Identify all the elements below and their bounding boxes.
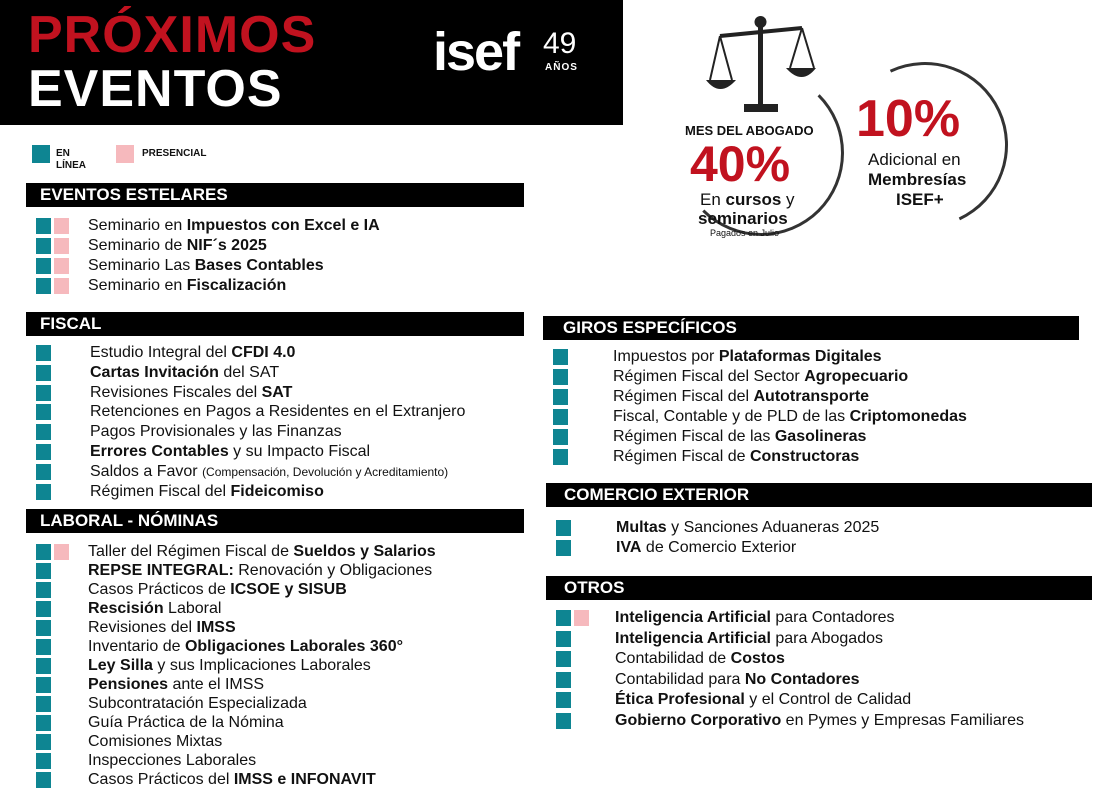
online-marker <box>556 631 571 647</box>
isef-logo <box>433 22 578 82</box>
in-person-marker <box>574 610 589 626</box>
event-title-bold: IMSS e INFONAVIT <box>233 771 376 788</box>
title-line-2: EVENTOS <box>28 60 283 118</box>
event-title-bold: ICSOE y SISUB <box>230 581 347 598</box>
online-marker <box>556 651 571 667</box>
event-title-pre: Saldos a Favor <box>90 462 203 480</box>
online-marker <box>36 734 51 750</box>
online-marker <box>556 610 571 626</box>
event-title-bold: Agropecuario <box>804 368 909 385</box>
in-person-marker <box>54 258 69 274</box>
online-marker <box>36 258 51 274</box>
online-marker <box>36 238 51 254</box>
event-title-post: para Contadores <box>770 609 895 626</box>
event-title <box>88 216 380 236</box>
event-title <box>615 608 895 628</box>
event-title-post: ante el IMSS <box>168 676 265 693</box>
event-title <box>613 387 869 407</box>
section-title: OTROS <box>546 576 1092 600</box>
event-title-post: Renovación y Obligaciones <box>233 562 433 579</box>
event-title-bold: Gasolineras <box>774 428 867 445</box>
event-title-bold: Fideicomiso <box>230 482 324 500</box>
event-title-pre: Inventario de <box>88 638 185 655</box>
event-title <box>615 690 911 710</box>
section-title: GIROS ESPECÍFICOS <box>543 316 1079 340</box>
event-title-bold: Autotransporte <box>753 388 870 405</box>
event-title-pre: Régimen Fiscal del Sector <box>613 368 805 385</box>
online-marker <box>36 424 51 440</box>
event-title-bold: Constructoras <box>749 448 860 465</box>
event-title <box>88 675 264 695</box>
event-title-post: y Sanciones Aduaneras 2025 <box>666 519 880 536</box>
online-marker <box>36 563 51 579</box>
event-title <box>88 751 256 771</box>
event-title <box>613 407 967 427</box>
event-title-pre: Taller del Régimen Fiscal de <box>88 543 294 560</box>
in-person-marker <box>54 278 69 294</box>
online-marker <box>553 349 568 365</box>
event-title-pre: Pagos Provisionales y las Finanzas <box>90 423 342 441</box>
promo-line-2: seminarios <box>698 209 788 228</box>
event-title-bold: Pensiones <box>88 676 169 693</box>
online-marker <box>36 218 51 234</box>
event-title-bold: Ley Silla <box>88 657 153 674</box>
online-marker <box>36 677 51 693</box>
event-title <box>615 629 883 649</box>
section-title: COMERCIO EXTERIOR <box>546 483 1092 507</box>
event-title-bold: NIF´s 2025 <box>186 237 267 254</box>
event-title-post: Laboral <box>163 600 222 617</box>
section-title: FISCAL <box>26 312 524 336</box>
event-title-bold: IVA <box>616 539 642 556</box>
event-title <box>90 343 295 363</box>
event-title-bold: Obligaciones Laborales 360° <box>184 638 403 655</box>
event-title-post: del SAT <box>218 363 280 381</box>
event-title-pre: Retenciones en Pagos a Residentes en el Extranjero <box>90 403 466 421</box>
online-marker <box>36 444 51 460</box>
promo-membresia <box>840 60 1020 240</box>
event-title-pre: Seminario en <box>88 277 187 294</box>
online-legend-label: EN LÍNEA <box>56 148 86 171</box>
promo-abogado <box>670 0 850 260</box>
logo-name: isef <box>433 22 519 82</box>
online-marker <box>36 620 51 636</box>
online-marker <box>36 658 51 674</box>
promo-line-1-pre: En <box>700 190 726 209</box>
event-title <box>90 482 324 502</box>
online-marker <box>36 582 51 598</box>
event-title <box>88 637 403 657</box>
membresia-line-3: ISEF+ <box>896 190 944 209</box>
in-person-marker <box>54 238 69 254</box>
event-title <box>90 422 342 442</box>
event-title-bold: Ética Profesional <box>615 691 745 708</box>
event-title <box>88 770 376 790</box>
online-marker <box>556 520 571 536</box>
online-marker <box>36 544 51 560</box>
header-banner <box>0 0 623 125</box>
online-marker <box>36 385 51 401</box>
event-title-pre: Régimen Fiscal del <box>90 482 231 500</box>
online-marker <box>36 772 51 788</box>
in-person-legend-label: PRESENCIAL <box>142 148 207 159</box>
online-marker <box>556 672 571 688</box>
event-title-post: y sus Implicaciones Laborales <box>152 657 371 674</box>
logo-years: 49 <box>543 27 577 60</box>
membresia-percent: 10% <box>856 90 961 148</box>
promo-percent: 40% <box>690 136 791 192</box>
event-title-bold: CFDI 4.0 <box>231 344 296 361</box>
event-title-bold: IMSS <box>196 619 236 636</box>
membresia-line-2: Membresías <box>868 170 967 189</box>
in-person-marker <box>54 218 69 234</box>
online-marker <box>556 713 571 729</box>
event-title-post: en Pymes y Empresas Familiares <box>781 711 1024 729</box>
online-marker <box>36 404 51 420</box>
event-title-bold: Errores Contables <box>90 443 229 460</box>
event-title <box>90 442 370 462</box>
event-title <box>90 363 279 383</box>
online-marker <box>553 409 568 425</box>
online-marker <box>36 464 51 480</box>
event-title <box>615 649 785 669</box>
event-title-bold: REPSE INTEGRAL: <box>88 562 234 579</box>
online-marker <box>36 753 51 769</box>
event-title-bold: Gobierno Corporativo <box>615 711 782 729</box>
event-title-note: (Compensación, Devolución y Acreditamiento) <box>202 464 449 479</box>
online-marker <box>36 601 51 617</box>
event-title-bold: Cartas Invitación <box>90 363 219 381</box>
event-title-pre: Revisiones del <box>88 619 197 636</box>
event-title-pre: Casos Prácticos del <box>88 771 234 788</box>
online-marker <box>553 369 568 385</box>
membresia-line-1: Adicional en <box>868 150 961 169</box>
event-title-pre: Subcontratación Especializada <box>88 695 307 712</box>
online-marker <box>36 696 51 712</box>
title-line-1: PRÓXIMOS <box>28 6 317 64</box>
event-title-pre: Estudio Integral del <box>90 344 232 361</box>
event-title-pre: Fiscal, Contable y de PLD de las <box>613 408 850 425</box>
event-title-post: y el Control de Calidad <box>744 691 912 708</box>
event-title-pre: Guía Práctica de la Nómina <box>88 714 284 731</box>
online-marker <box>553 429 568 445</box>
event-title <box>88 713 284 733</box>
event-title-pre: Contabilidad para <box>615 670 745 688</box>
event-title-pre: Inspecciones Laborales <box>88 752 257 769</box>
event-title-bold: Impuestos con Excel e IA <box>186 217 380 234</box>
event-title-post: y su Impacto Fiscal <box>228 443 371 460</box>
event-title <box>88 561 432 581</box>
event-title <box>615 711 1024 731</box>
event-title-pre: Seminario Las <box>88 257 195 274</box>
event-title-bold: Sueldos y Salarios <box>293 543 436 560</box>
online-legend-swatch <box>32 145 50 163</box>
online-marker <box>556 692 571 708</box>
event-title-pre: Seminario en <box>88 217 187 234</box>
event-title-post: de Comercio Exterior <box>641 539 797 556</box>
promo-label: MES DEL ABOGADO <box>685 123 814 138</box>
event-title <box>613 367 908 387</box>
event-title-bold: Inteligencia Artificial <box>615 629 771 647</box>
online-marker <box>553 449 568 465</box>
event-title <box>90 383 292 403</box>
event-title <box>88 618 236 638</box>
online-marker <box>36 365 51 381</box>
logo-years-label: AÑOS <box>545 62 578 73</box>
event-title-pre: Régimen Fiscal de <box>613 448 750 465</box>
section-title: EVENTOS ESTELARES <box>26 183 524 207</box>
event-title <box>90 402 465 422</box>
event-title-bold: Costos <box>730 650 785 667</box>
promo-line-1-post: y <box>781 190 795 209</box>
event-title <box>88 542 436 562</box>
promo-line-1 <box>700 190 795 210</box>
online-marker <box>36 715 51 731</box>
event-title <box>616 518 879 538</box>
event-title-bold: Multas <box>616 519 667 536</box>
event-title <box>616 538 796 558</box>
online-marker <box>36 484 51 500</box>
event-title-bold: SAT <box>261 383 293 401</box>
event-title-bold: Fiscalización <box>186 277 287 294</box>
event-title-bold: Criptomonedas <box>849 408 967 425</box>
event-title <box>88 694 307 714</box>
online-marker <box>36 278 51 294</box>
event-title <box>613 427 866 447</box>
event-title-pre: Casos Prácticos de <box>88 581 231 598</box>
event-title <box>88 580 347 600</box>
event-title-pre: Comisiones Mixtas <box>88 733 223 750</box>
promo-line-1-bold: cursos <box>725 190 782 209</box>
section-title: LABORAL - NÓMINAS <box>26 509 524 533</box>
event-title-post: para Abogados <box>770 629 883 647</box>
online-marker <box>36 345 51 361</box>
in-person-marker <box>54 544 69 560</box>
event-title <box>88 656 371 676</box>
event-title-pre: Contabilidad de <box>615 650 731 667</box>
online-marker <box>556 540 571 556</box>
event-title <box>88 256 324 276</box>
scales-of-justice-icon <box>706 10 816 120</box>
event-title-pre: Revisiones Fiscales del <box>90 383 262 401</box>
event-title-bold: Inteligencia Artificial <box>615 609 771 626</box>
event-title-pre: Seminario de <box>88 237 187 254</box>
event-title <box>615 670 860 690</box>
event-title-pre: Régimen Fiscal de las <box>613 428 775 445</box>
event-title <box>88 599 221 619</box>
event-title <box>613 447 859 467</box>
event-title-pre: Impuestos por <box>613 348 719 365</box>
event-title <box>88 236 267 256</box>
online-marker <box>36 639 51 655</box>
event-title-bold: Bases Contables <box>194 257 324 274</box>
online-marker <box>553 389 568 405</box>
event-title <box>88 276 286 296</box>
event-title-bold: Plataformas Digitales <box>718 348 882 365</box>
event-title-bold: Rescisión <box>88 600 164 617</box>
promo-note: Pagados en Julio <box>710 228 780 238</box>
in-person-legend-swatch <box>116 145 134 163</box>
event-title <box>88 732 222 752</box>
event-title <box>613 347 882 367</box>
event-title-pre: Régimen Fiscal del <box>613 388 754 405</box>
event-title <box>90 462 448 482</box>
event-title-bold: No Contadores <box>744 670 860 688</box>
